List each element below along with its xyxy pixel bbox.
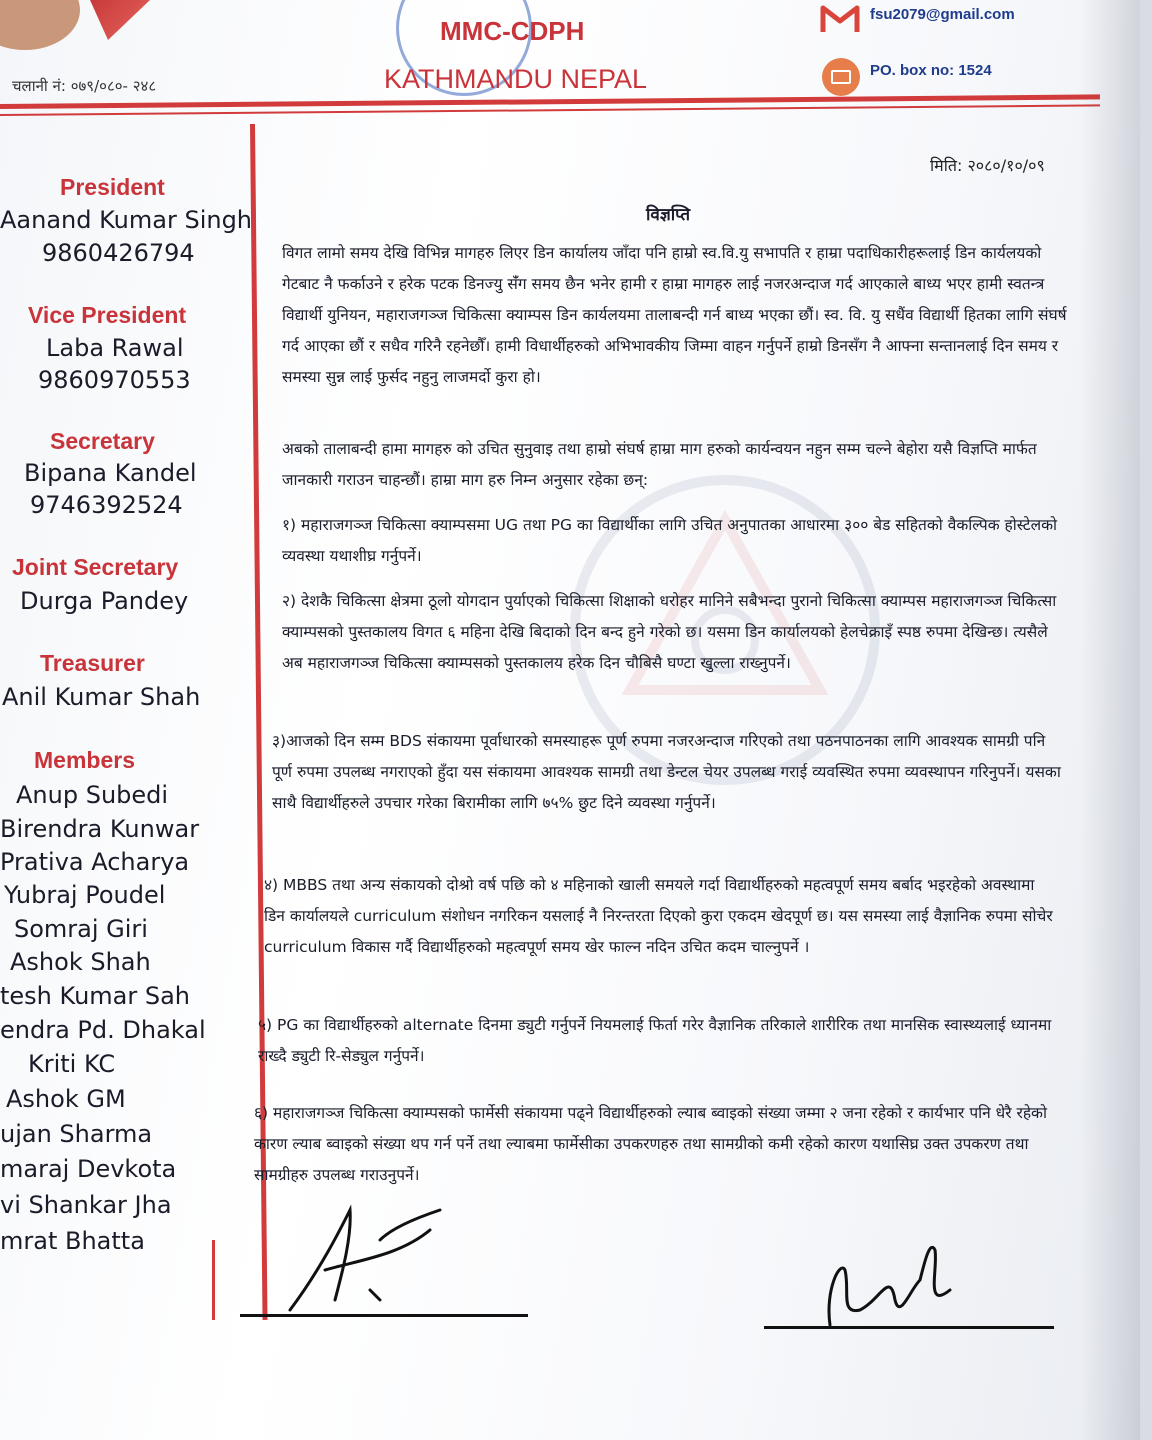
thumb-in-frame	[0, 0, 80, 50]
demand-1: १) महाराजगञ्ज चिकित्सा क्याम्पसमा UG तथा PG का विद्यार्थीका लागि उचित अनुपातका आधारमा ३०० बेड सहितको वैकल्पिक होस्टेलको व्यवस्था यथाशीघ्र गर्नुपर्ने।	[282, 516, 1058, 565]
role-joint-secretary: Joint Secretary	[12, 554, 179, 580]
treasurer-name: Anil Kumar Shah	[2, 683, 201, 711]
member-item: endra Pd. Dhakal	[0, 1016, 206, 1044]
role-members: Members	[34, 747, 135, 773]
vp-phone: 9860970553	[38, 366, 191, 394]
demand-2: २) देशकै चिकित्सा क्षेत्रमा ठूलो योगदान पुर्याएको चिकित्सा शिक्षाको धरोहर मानिने सबैभन्दा पुरानो चिकित्सा क्याम्पस महाराजगञ्ज चिकित्सा क्याम्पसको पुस्तकालय विगत ६ महिना देखि बिदाको दिन बन्द हुने गरेको छ। यसमा डिन कार्यालयको हेलचेक्राइँ स्पष्ठ रुपमा देखिन्छ। त्यसैले अब महाराजगञ्ज चिकित्सा क्याम्पसको पुस्तकालय हरेक दिन चौबिसै घण्टा खुल्ला राख्नुपर्ने।	[282, 592, 1057, 672]
member-item: Kriti KC	[28, 1050, 116, 1078]
vp-name: Laba Rawal	[46, 334, 184, 362]
intro-paragraph: विगत लामो समय देखि विभिन्न मागहरु लिएर डिन कार्यालय जाँदा पनि हाम्रो स्व.वि.यु सभापति र हाम्रा पदाधिकारीहरूलाई डिन कार्यलयको गेटबाट नै फर्काउने र हरेक पटक डिनज्यु संँग समय छैन भनेर हामी र हाम्रा मागहरु लाई नजरअन्दाज गर्द आएकाले बाध्य भएर हामी स्वतन्त्र विद्यार्थी युनियन, महाराजगञ्ज चिकित्सा क्याम्पस डिन कार्यलयमा तालाबन्दी गर्न बाध्य भएका छौं। स्व. वि. यु सधैंव विद्यार्थी हितका लागि संघर्ष गर्द आएका छौं र सधैव गरिनै रहनेछौँ। हामी विधार्थीहरुको अभिभावकीय जिम्मा वाहन गर्नुपर्ने हाम्रो डिनसँग नै आफ्ना सन्तानलाई दिन समय र समस्या सुन्न लाई फुर्सद नहुनु लाजमर्दो कुरा हो।	[282, 244, 1067, 386]
secretary-phone: 9746392524	[30, 491, 183, 519]
sidebar-rule-lower	[212, 1240, 215, 1320]
member-item: mrat Bhatta	[0, 1227, 145, 1255]
notice-date: मिति: २०८०/१०/०९	[930, 156, 1045, 175]
member-item: Ashok GM	[6, 1085, 126, 1113]
demand-6: ६) महाराजगञ्ज चिकित्सा क्याम्पसको फार्मेसी संकायमा पढ्ने विद्यार्थीहरुको ल्याब ब्वाइको संख्या जम्मा २ जना रहेको र कार्यभार पनि धेरै रहेको कारण ल्याब ब्वाइको संख्या थप गर्न पर्ने तथा ल्याबमा फार्मेसीका उपकरणहरु तथा सामग्रीको कमी रहेको कारण यथासिघ्र उक्त उपकरण तथा सामग्रीहरु उपलब्ध गराउनुपर्ने।	[254, 1104, 1047, 1184]
logo-corner	[90, 0, 150, 40]
reference-number: चलानी नं: ०७९/०८०- २४८	[12, 77, 157, 95]
member-item: Birendra Kunwar	[0, 815, 200, 843]
role-treasurer: Treasurer	[40, 650, 145, 676]
left-signature	[280, 1200, 480, 1320]
envelope-icon	[822, 58, 860, 96]
right-signature	[800, 1230, 970, 1330]
right-signature-line	[764, 1326, 1054, 1329]
member-item: Anup Subedi	[16, 781, 169, 809]
role-secretary: Secretary	[50, 428, 155, 454]
role-president: President	[60, 174, 165, 200]
left-signature-line	[240, 1314, 528, 1317]
member-item: Yubraj Poudel	[4, 881, 166, 909]
member-item: tesh Kumar Sah	[0, 982, 191, 1010]
notice-title: विज्ञप्ति	[646, 205, 691, 225]
demand-4: ४) MBBS तथा अन्य संकायको दोश्रो वर्ष पछि को ४ महिनाको खाली समयले गर्दा विद्यार्थीहरुको महत्वपूर्ण समय बर्बाद भइरहेको अवस्थामा डिन कार्यालयले curriculum संशोधन नगरिकन यसलाई नै निरन्तरता दिएको कुरा एकदम खेदपूर्ण छ। यस समस्या लाई वैज्ञानिक रुपमा सोचेर curriculum विकास गर्दै विद्यार्थीहरुको महत्वपूर्ण समय खेर फाल्न नदिन उचित कदम चाल्नुपर्ने ।	[264, 876, 1053, 956]
page-edge-shadow	[1080, 0, 1140, 1440]
member-item: maraj Devkota	[0, 1155, 177, 1183]
joint-secretary-name: Durga Pandey	[20, 587, 189, 615]
org-city: KATHMANDU NEPAL	[384, 64, 648, 94]
member-item: ujan Sharma	[0, 1120, 153, 1148]
gmail-icon	[820, 4, 860, 34]
demand-3: ३)आजको दिन सम्म BDS संकायमा पूर्वाधारको समस्याहरू पूर्ण रुपमा नजरअन्दाज गरिएको तथा पठनपाठनका लागि आवश्यक सामग्री पनि पूर्ण रुपमा उपलब्ध नगराएको हुँदा यस संकायमा आवश्यक सामग्री तथा डेन्टल चेयर उपलब्ध गराई व्यवस्थित रुपमा व्यवस्थापन गरिनुपर्ने। यसका साथै विद्यार्थीहरुले उपचार गरेका बिरामीका लागि ७५% छुट दिने व्यवस्था गर्नुपर्ने।	[272, 732, 1061, 812]
email-address: fsu2079@gmail.com	[870, 6, 1015, 23]
member-item: Ashok Shah	[10, 948, 151, 976]
role-vice-president: Vice President	[28, 302, 187, 328]
president-phone: 9860426794	[42, 239, 195, 267]
demand-5: ५) PG का विद्यार्थीहरुको alternate दिनमा ड्युटी गर्नुपर्ने नियमलाई फिर्ता गरेर वैज्ञानिक तरिकाले शारीरिक तथा मानसिक स्वास्थ्यलाई ध्यानमा राख्दै ड्युटी रि-सेड्युल गर्नुपर्ने।	[258, 1016, 1052, 1065]
president-name: Aanand Kumar Singh	[0, 206, 253, 234]
member-item: Somraj Giri	[14, 915, 148, 943]
po-box: PO. box no: 1524	[870, 62, 992, 79]
secretary-name: Bipana Kandel	[24, 459, 197, 487]
member-item: Prativa Acharya	[0, 848, 190, 876]
org-name: MMC-CDPH	[440, 16, 585, 46]
announcement-paragraph: अबको तालाबन्दी हामा मागहरु को उचित सुनुवाइ तथा हाम्रो संघर्ष हाम्रा माग हरुको कार्यन्वयन नहुन सम्म चल्ने बेहोरा यसै विज्ञप्ति मार्फत जानकारी गराउन चाहन्छौं। हाम्रा माग हरु निम्न अनुसार रहेका छन्:	[282, 440, 1037, 489]
member-item: vi Shankar Jha	[0, 1191, 172, 1219]
